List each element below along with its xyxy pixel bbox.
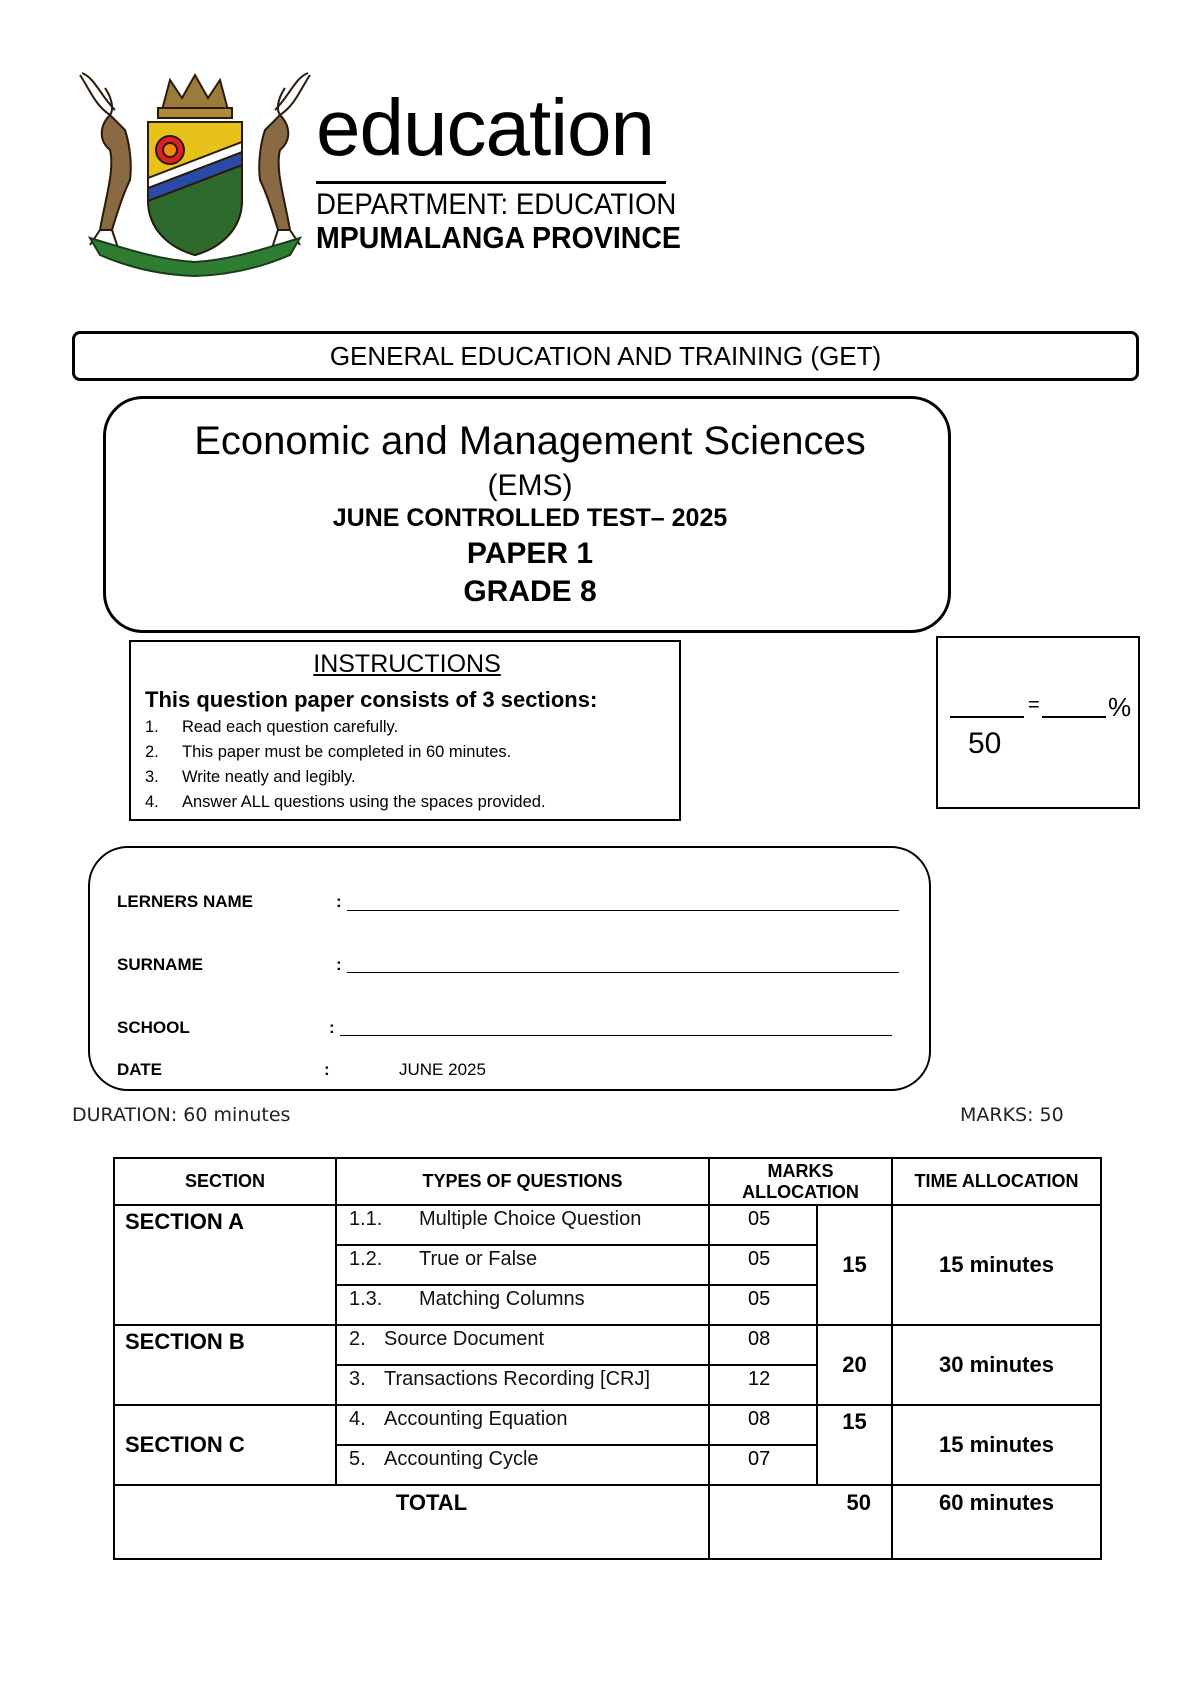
score-numerator-blank[interactable] [950,716,1024,718]
question-number: 2. [349,1328,366,1350]
question-type: Accounting Cycle [384,1448,539,1470]
score-box [936,636,1140,809]
logo-province: MPUMALANGA PROVINCE [316,220,681,255]
phase-banner-text: GENERAL EDUCATION AND TRAINING (GET) [329,340,882,371]
surname-field[interactable] [347,972,899,973]
header-time: TIME ALLOCATION [892,1158,1101,1205]
school-label: SCHOOL [117,1018,190,1037]
header-types: TYPES OF QUESTIONS [336,1158,709,1205]
list-item [145,790,546,815]
question-number: 1.2. [349,1248,383,1270]
question-cell [336,1445,709,1485]
section-c-subtotal: 15 [817,1405,892,1485]
date-value: JUNE 2025 [399,1060,486,1079]
instructions-intro: This question paper consists of 3 sections: [145,687,598,712]
school-colon: : [329,1018,335,1037]
question-marks: 07 [709,1445,817,1485]
table-row [114,1405,1101,1445]
logo-wordmark: education [316,83,654,172]
surname-colon: : [336,955,342,974]
question-type: Source Document [384,1328,545,1350]
grade-level: GRADE 8 [463,575,597,608]
question-type: Transactions Recording [CRJ] [384,1368,651,1390]
table-total-row [114,1485,1101,1559]
instructions-list [145,715,546,815]
header-marks: MARKS ALLOCATION [709,1158,892,1205]
list-item [145,740,546,765]
item-text: Answer ALL questions using the spaces provided. [182,793,546,811]
question-marks: 05 [709,1245,817,1285]
total-time: 60 minutes [892,1485,1101,1559]
paper-number: PAPER 1 [466,537,594,570]
coat-of-arms-logo [70,70,320,280]
question-cell [336,1285,709,1325]
section-a-subtotal: 15 [817,1205,892,1325]
section-b-time: 30 minutes [892,1325,1101,1405]
score-denominator: 50 [968,727,1002,760]
item-number: 4. [145,793,159,811]
header-section: SECTION [114,1158,336,1205]
logo-divider [316,181,666,184]
question-marks: 12 [709,1365,817,1405]
table-row [114,1325,1101,1365]
question-type: Accounting Equation [384,1408,568,1430]
list-item [145,765,546,790]
table-row [114,1205,1101,1245]
instructions-box [129,640,681,821]
question-number: 4. [349,1408,366,1430]
question-cell [336,1325,709,1365]
question-marks: 08 [709,1325,817,1365]
phase-banner [72,331,1139,381]
title-box [103,396,951,633]
question-type: True or False [419,1248,538,1270]
kudu-right [259,73,310,248]
subject-title: Economic and Management Sciences [194,419,866,463]
subject-abbr: (EMS) [487,469,573,502]
item-text: Read each question carefully. [182,718,399,736]
question-cell [336,1245,709,1285]
question-cell [336,1365,709,1405]
section-a-name: SECTION A [114,1205,336,1325]
duration-text: DURATION: 60 minutes [72,1104,291,1126]
kudu-left [80,73,131,248]
school-field[interactable] [340,1035,892,1036]
test-title: JUNE CONTROLLED TEST– 2025 [332,504,728,532]
name-field[interactable] [347,910,899,911]
question-type: Matching Columns [419,1288,585,1310]
question-number: 1.3. [349,1288,383,1310]
date-label: DATE [117,1060,163,1079]
section-c-time: 15 minutes [892,1405,1101,1485]
table-header-row [114,1158,1101,1205]
question-cell [336,1205,709,1245]
instructions-heading: INSTRUCTIONS [313,650,501,678]
date-colon: : [324,1060,330,1079]
section-c-name: SECTION C [114,1405,336,1485]
score-percent-sign: % [1108,692,1132,722]
name-label: LERNERS NAME [117,892,254,911]
name-colon: : [336,892,342,911]
marks-text: MARKS: 50 [960,1104,1064,1126]
question-marks: 05 [709,1285,817,1325]
item-number: 1. [145,718,159,736]
shield [148,122,242,255]
crown [158,75,232,118]
score-equals: = [1028,694,1040,716]
logo-department: DEPARTMENT: EDUCATION [316,188,677,221]
section-b-name: SECTION B [114,1325,336,1405]
question-type: Multiple Choice Question [419,1208,642,1230]
question-number: 3. [349,1368,366,1390]
question-cell [336,1405,709,1445]
question-number: 5. [349,1448,366,1470]
total-marks: 50 [709,1485,892,1559]
total-label: TOTAL [114,1485,709,1559]
surname-label: SURNAME [117,955,203,974]
section-a-time: 15 minutes [892,1205,1101,1325]
sections-table [113,1157,1102,1560]
question-number: 1.1. [349,1208,383,1230]
score-percent-blank[interactable] [1042,716,1106,718]
section-b-subtotal: 20 [817,1325,892,1405]
question-marks: 08 [709,1405,817,1445]
item-text: This paper must be completed in 60 minutes. [182,743,512,761]
list-item [145,715,546,740]
item-number: 3. [145,768,159,786]
learner-details-box [88,846,931,1091]
item-number: 2. [145,743,159,761]
item-text: Write neatly and legibly. [182,768,356,786]
question-marks: 05 [709,1205,817,1245]
